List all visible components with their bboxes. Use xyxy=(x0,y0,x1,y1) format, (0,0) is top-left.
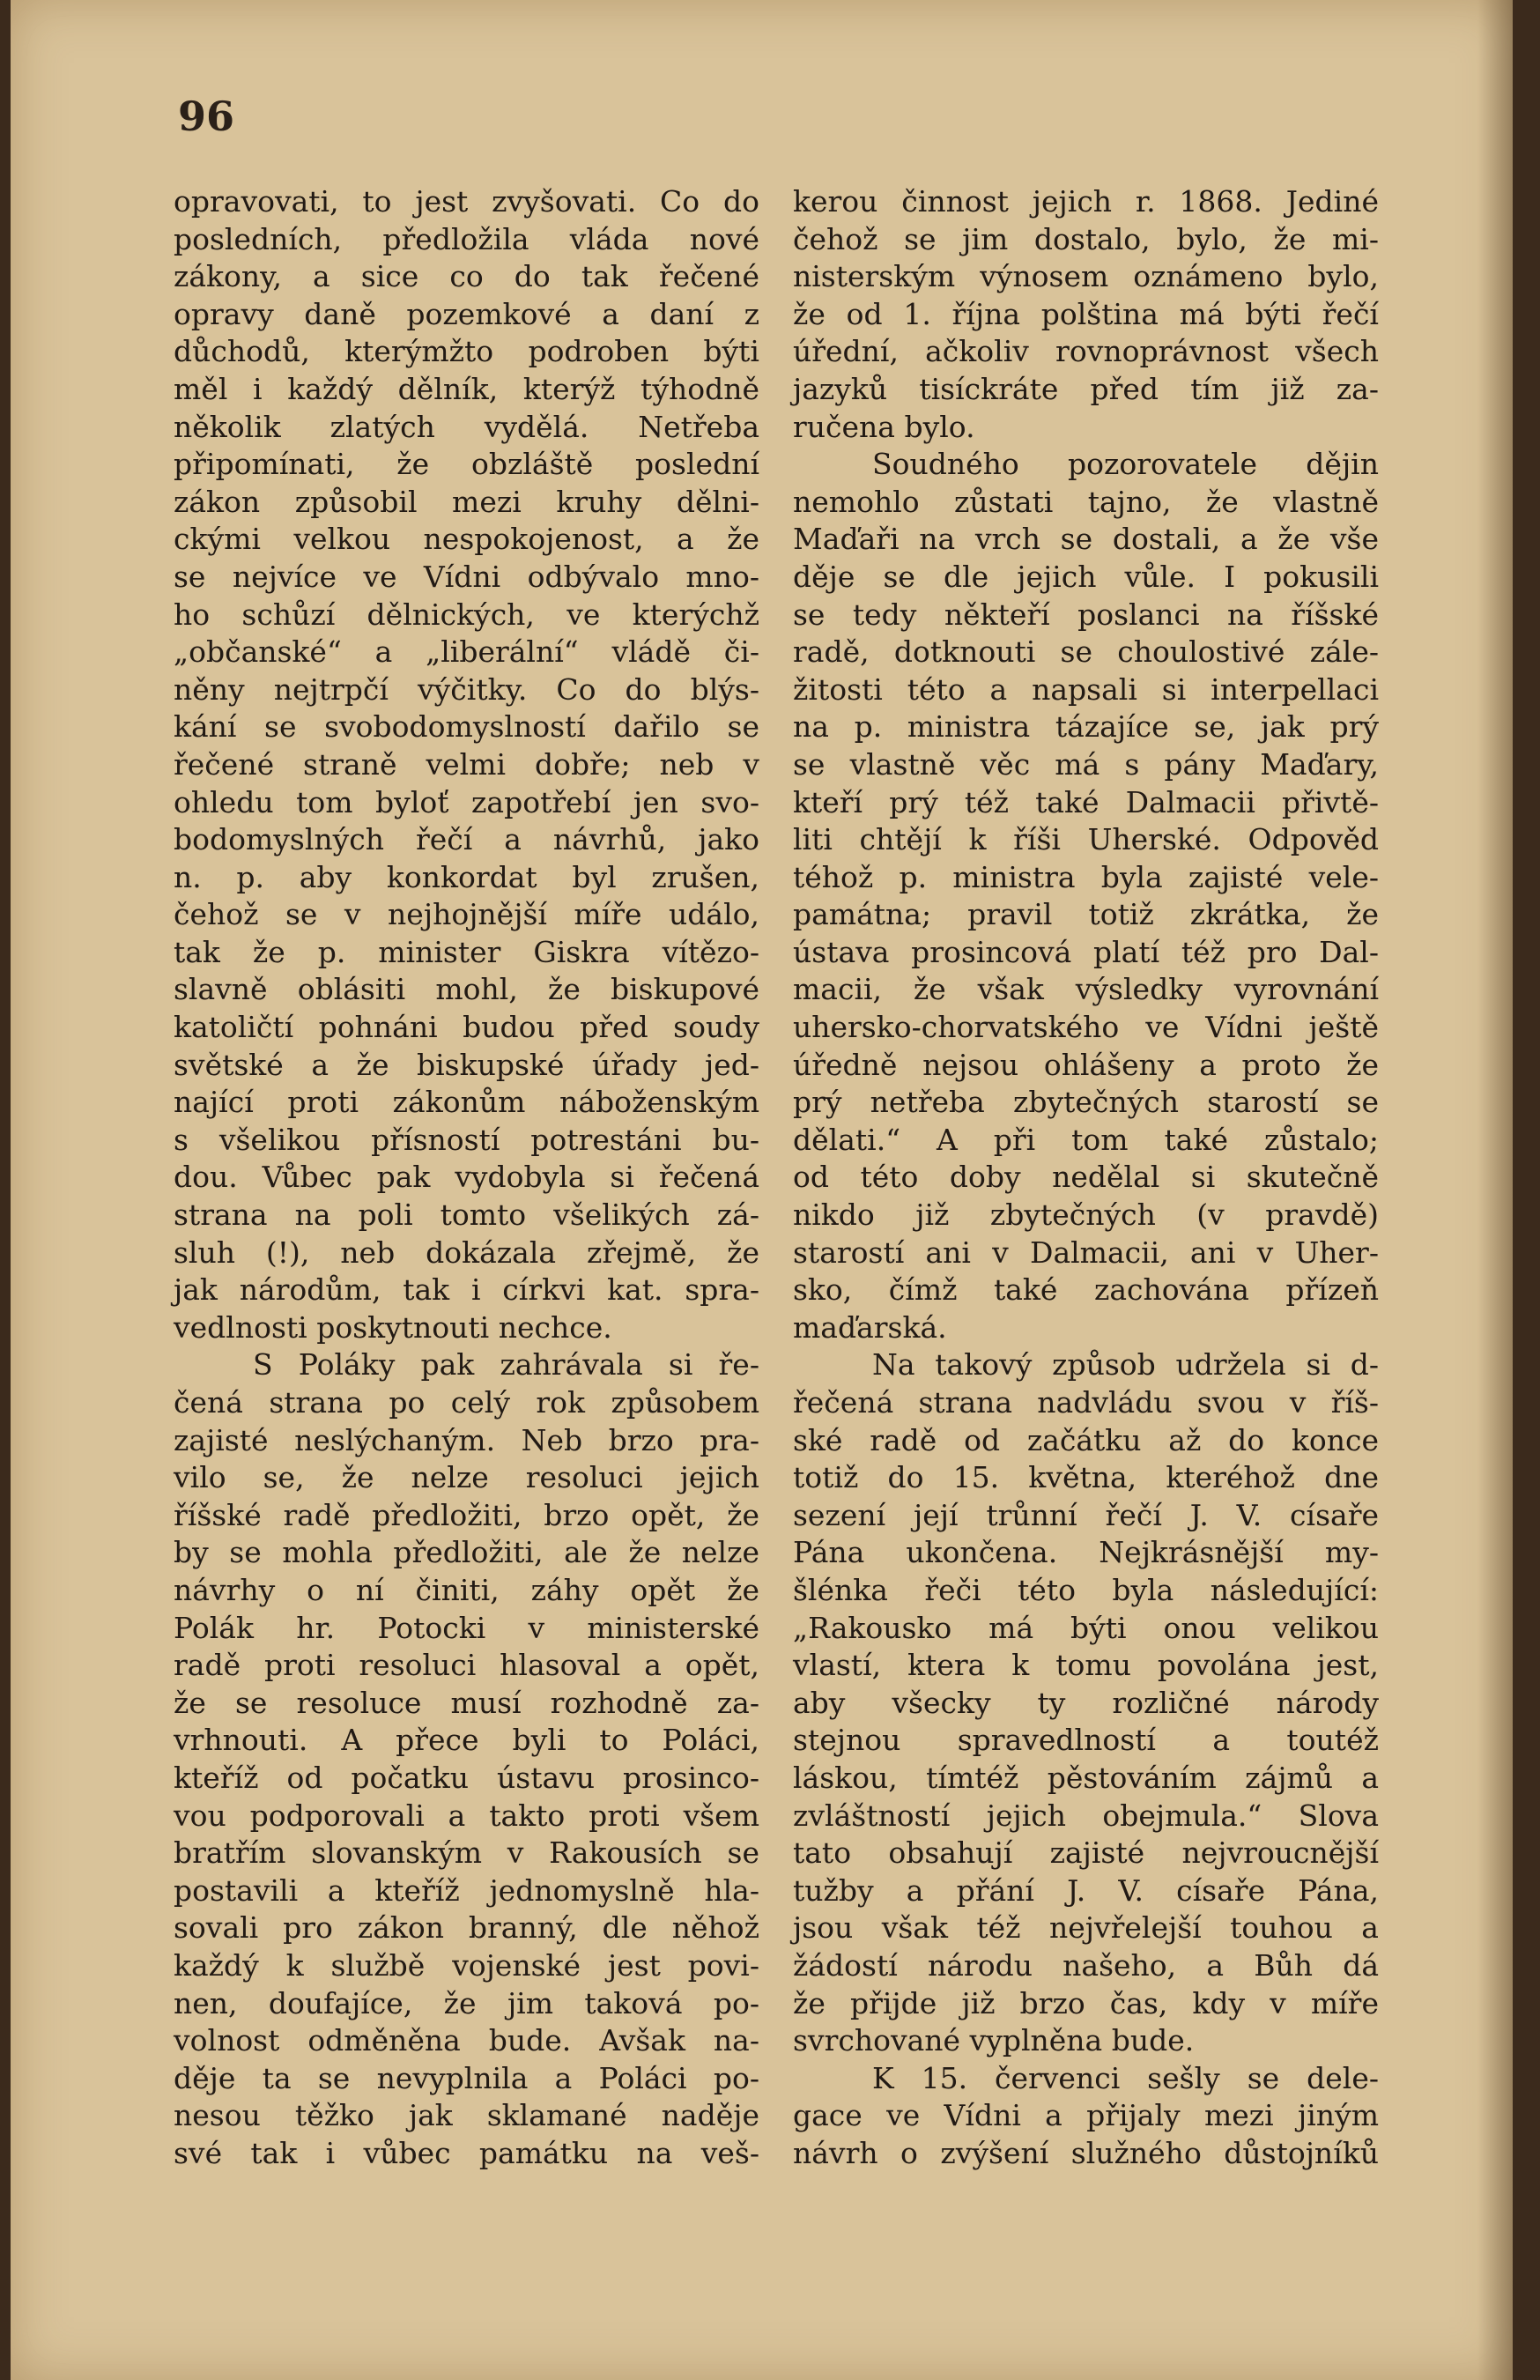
text-line: ho schůzí dělnických, ve kterýchž xyxy=(174,597,759,632)
text-line: ckými velkou nespokojenost, a že xyxy=(174,522,759,557)
text-line: tak že p. minister Giskra vítězo- xyxy=(174,934,759,969)
text-line: zákon způsobil mezi kruhy dělni- xyxy=(174,484,759,519)
text-line: strana na poli tomto všelikých zá- xyxy=(174,1197,759,1233)
text-line: kteří prý též také Dalmacii přivtě- xyxy=(793,784,1379,819)
left-text-column xyxy=(174,183,759,2172)
text-line: totiž do 15. května, kteréhož dne xyxy=(793,1460,1379,1495)
text-line: „občanské“ a „liberální“ vládě či- xyxy=(174,634,759,670)
text-line: vlastí, ktera k tomu povolána jest, xyxy=(793,1648,1379,1683)
text-line: tužby a přání J. V. císaře Pána, xyxy=(793,1872,1379,1908)
text-line: liti chtějí k říši Uherské. Odpověd xyxy=(793,822,1379,857)
text-line: děje se dle jejich vůle. I pokusili xyxy=(793,559,1379,594)
text-line: světské a že biskupské úřady jed- xyxy=(174,1047,759,1082)
text-line: ústava prosincová platí též pro Dal- xyxy=(793,934,1379,969)
text-line: radě, dotknouti se choulostivé zále- xyxy=(793,634,1379,670)
text-line: sko, čímž také zachována přízeň xyxy=(793,1272,1379,1308)
text-line: šlénka řeči této byla následující: xyxy=(793,1572,1379,1607)
text-line: se vlastně věc má s pány Maďary, xyxy=(793,746,1379,782)
text-line: připomínati, že obzláště poslední xyxy=(174,447,759,482)
text-line: jak národům, tak i církvi kat. spra- xyxy=(174,1272,759,1308)
text-line: čená strana po celý rok způsobem xyxy=(174,1385,759,1420)
text-line: by se mohla předložiti, ale že nelze xyxy=(174,1535,759,1570)
text-line: návrh o zvýšení služného důstojníků xyxy=(793,2135,1379,2170)
page-number: 96 xyxy=(178,93,235,140)
text-line: dou. Vůbec pak vydobyla si řečená xyxy=(174,1160,759,1195)
text-line: bratřím slovanským v Rakousích se xyxy=(174,1835,759,1871)
text-line: nikdo již zbytečných (v pravdě) xyxy=(793,1197,1379,1233)
text-line: Maďaři na vrch se dostali, a že vše xyxy=(793,522,1379,557)
text-line: nemohlo zůstati tajno, že vlastně xyxy=(793,484,1379,519)
text-line: K 15. červenci sešly se dele- xyxy=(872,2060,1379,2095)
text-line: říšské radě předložiti, brzo opět, že xyxy=(174,1497,759,1532)
text-line: že se resoluce musí rozhodně za- xyxy=(174,1685,759,1720)
text-line: maďarská. xyxy=(793,1309,947,1345)
text-line: ohledu tom byloť zapotřebí jen svo- xyxy=(174,784,759,819)
text-line: čehož se jim dostalo, bylo, že mi- xyxy=(793,221,1379,256)
text-line: n. p. aby konkordat byl zrušen, xyxy=(174,859,759,894)
text-line: své tak i vůbec památku na veš- xyxy=(174,2135,759,2170)
text-line: Soudného pozorovatele dějin xyxy=(872,447,1379,482)
text-line: volnost odměněna bude. Avšak na- xyxy=(174,2023,759,2058)
text-line: tato obsahují zajisté nejvroucnější xyxy=(793,1835,1379,1871)
text-line: prý netřeba zbytečných starostí se xyxy=(793,1085,1379,1120)
text-line: sovali pro zákon branný, dle něhož xyxy=(174,1910,759,1946)
text-line: úředně nejsou ohlášeny a proto že xyxy=(793,1047,1379,1082)
text-line: stejnou spravedlností a toutéž xyxy=(793,1723,1379,1758)
text-line: opravovati, to jest zvyšovati. Co do xyxy=(174,184,759,219)
text-line: že přijde již brzo čas, kdy v míře xyxy=(793,1985,1379,2020)
text-line: nající proti zákonům náboženským xyxy=(174,1085,759,1120)
text-line: bodomyslných řečí a návrhů, jako xyxy=(174,822,759,857)
text-line: vrhnouti. A přece byli to Poláci, xyxy=(174,1723,759,1758)
text-line: zvláštností jejich obejmula.“ Slova xyxy=(793,1798,1379,1833)
text-line: kteříž od počatku ústavu prosinco- xyxy=(174,1760,759,1795)
text-line: děje ta se nevyplnila a Poláci po- xyxy=(174,2060,759,2095)
text-line: nisterským výnosem oznámeno bylo, xyxy=(793,259,1379,294)
text-line: gace ve Vídni a přijaly mezi jiným xyxy=(793,2098,1379,2133)
text-line: ručena bylo. xyxy=(793,409,975,444)
text-line: ské radě od začátku až do konce xyxy=(793,1422,1379,1457)
text-line: jazyků tisíckráte před tím již za- xyxy=(793,371,1379,406)
text-line: láskou, tímtéž pěstováním zájmů a xyxy=(793,1760,1379,1795)
text-line: Na takový způsob udržela si d- xyxy=(872,1347,1379,1383)
text-line: Polák hr. Potocki v ministerské xyxy=(174,1610,759,1645)
text-line: vilo se, že nelze resoluci jejich xyxy=(174,1460,759,1495)
text-line: památna; pravil totiž zkrátka, že xyxy=(793,897,1379,932)
text-line: dělati.“ A při tom také zůstalo; xyxy=(793,1122,1379,1157)
text-line: návrhy o ní činiti, záhy opět že xyxy=(174,1572,759,1607)
text-line: každý k službě vojenské jest povi- xyxy=(174,1947,759,1983)
text-line: úřední, ačkoliv rovnoprávnost všech xyxy=(793,334,1379,369)
text-line: postavili a kteříž jednomyslně hla- xyxy=(174,1872,759,1908)
text-line: kání se svobodomyslností dařilo se xyxy=(174,709,759,745)
text-line: aby všecky ty rozličné národy xyxy=(793,1685,1379,1720)
text-line: několik zlatých vydělá. Netřeba xyxy=(174,409,759,444)
text-line: radě proti resoluci hlasoval a opět, xyxy=(174,1648,759,1683)
text-line: zajisté neslýchaným. Neb brzo pra- xyxy=(174,1422,759,1457)
text-line: nesou těžko jak sklamané naděje xyxy=(174,2098,759,2133)
right-text-column xyxy=(793,183,1379,2172)
text-line: „Rakousko má býti onou velikou xyxy=(793,1610,1379,1645)
text-line: se nejvíce ve Vídni odbývalo mno- xyxy=(174,559,759,594)
text-line: téhož p. ministra byla zajisté vele- xyxy=(793,859,1379,894)
text-line: čehož se v nejhojnější míře událo, xyxy=(174,897,759,932)
text-line: jsou však též nejvřelejší touhou a xyxy=(793,1910,1379,1946)
text-line: opravy daně pozemkové a daní z xyxy=(174,296,759,331)
text-line: starostí ani v Dalmacii, ani v Uher- xyxy=(793,1234,1379,1270)
text-line: důchodů, kterýmžto podroben býti xyxy=(174,334,759,369)
text-line: s všelikou přísností potrestáni bu- xyxy=(174,1122,759,1157)
text-line: sluh (!), neb dokázala zřejmě, že xyxy=(174,1234,759,1270)
text-line: řečené straně velmi dobře; neb v xyxy=(174,746,759,782)
text-line: zákony, a sice co do tak řečené xyxy=(174,259,759,294)
text-line: žitosti této a napsali si interpellaci xyxy=(793,671,1379,707)
text-line: slavně oblásiti mohl, že biskupové xyxy=(174,972,759,1007)
text-line: macii, že však výsledky vyrovnání xyxy=(793,972,1379,1007)
text-line: na p. ministra tázajíce se, jak prý xyxy=(793,709,1379,745)
text-line: že od 1. října polština má býti řečí xyxy=(793,296,1379,331)
book-page xyxy=(11,0,1513,2380)
text-line: katoličtí pohnáni budou před soudy xyxy=(174,1010,759,1045)
text-line: něny nejtrpčí výčitky. Co do blýs- xyxy=(174,671,759,707)
text-line: měl i každý dělník, kterýž týhodně xyxy=(174,371,759,406)
text-line: uhersko-chorvatského ve Vídni ještě xyxy=(793,1010,1379,1045)
text-line: posledních, předložila vláda nové xyxy=(174,221,759,256)
text-line: kerou činnost jejich r. 1868. Jediné xyxy=(793,184,1379,219)
text-line: řečená strana nadvládu svou v říš- xyxy=(793,1385,1379,1420)
text-line: Pána ukončena. Nejkrásnější my- xyxy=(793,1535,1379,1570)
text-line: vedlnosti poskytnouti nechce. xyxy=(174,1309,612,1345)
text-line: svrchované vyplněna bude. xyxy=(793,2023,1195,2058)
text-line: nen, doufajíce, že jim taková po- xyxy=(174,1985,759,2020)
text-line: vou podporovali a takto proti všem xyxy=(174,1798,759,1833)
text-line: od této doby nedělal si skutečně xyxy=(793,1160,1379,1195)
text-line: žádostí národu našeho, a Bůh dá xyxy=(793,1947,1379,1983)
text-line: sezení její trůnní řečí J. V. císaře xyxy=(793,1497,1379,1532)
text-line: S Poláky pak zahrávala si ře- xyxy=(253,1347,759,1383)
text-line: se tedy někteří poslanci na říšské xyxy=(793,597,1379,632)
